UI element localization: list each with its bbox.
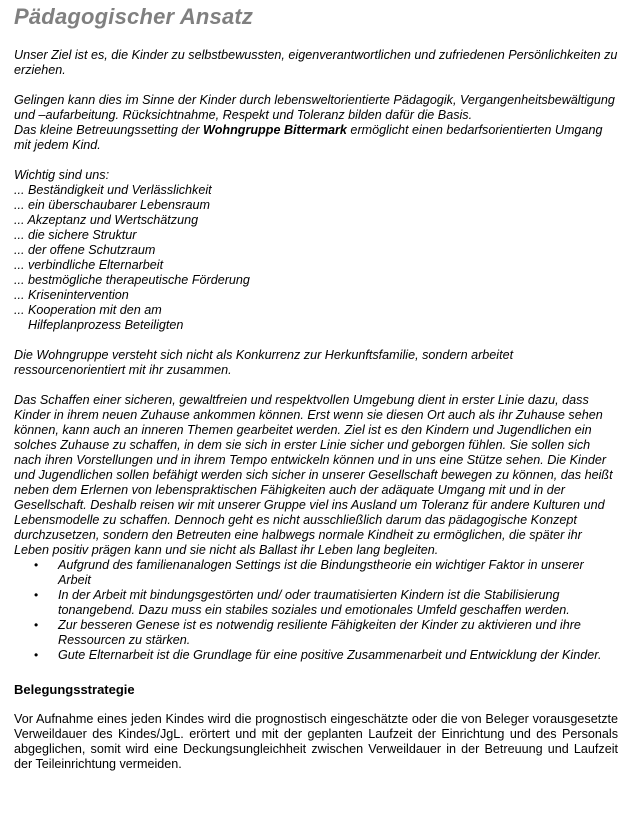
group-name: Wohngruppe Bittermark [203,123,347,137]
list-item: ... Akzeptanz und Wertschätzung [14,213,199,227]
bullet-dot-icon: • [34,618,39,632]
list-item: ... Kooperation mit den am [14,303,162,317]
list-item: ... bestmögliche therapeutische Förderung [14,273,250,287]
environment-paragraph: Das Schaffen einer sicheren, gewaltfreien und respektvollen Umgebung dient in erster Linie dazu, dass Kinder in ihrem neuen Zuhause ankommen können. Erst wenn sie diesen Ort auch als ihr Zuhause sehen können, kann auch an inneren Themen gearbeitet werden. Ziel ist es den Kindern und Jugendlichen ein solches Zuhause zu schaffen, in dem sie sich in erster Linie sicher und geborgen fühlen. Sie sollen sich nach ihren Vorstellungen und in ihrem Tempo entwickeln können und in uns eine Stütze sehen. Die Kinder und Jugendlichen sollen befähigt werden sich sicher in unserer Gesellschaft bewegen zu können, das heißt neben dem Erlernen von lebenspraktischen Fähigkeiten auch der adäquate Umgang mit und in der Gesellschaft. Deshalb reisen wir mit unserer Gruppe viel ins Ausland um Toleranz für andere Kulturen und Lebensmodelle zu schaffen. Dennoch geht es nicht ausschließlich darum das pädagogische Konzept durchzusetzen, sondern den Betreuten eine halbwegs normale Kindheit zu ermöglichen, die später ihr Leben positiv prägen kann und sie nicht als Ballast ihr Leben lang begleiten. [14,393,613,557]
bullet-dot-icon: • [34,558,39,572]
setting-text-end: ermöglicht einen bedarfsorientierten Umgang mit jedem Kind. [14,123,603,152]
approach-paragraph: Gelingen kann dies im Sinne der Kinder durch lebensweltorientierte Pädagogik, Vergangenheitsbewältigung und –aufarbeitung. Rücksichtnahme, Respekt und Toleranz bilden dafür die Basis. [14,93,615,122]
list-item: ... ein überschaubarer Lebensraum [14,198,211,212]
bullet-item [34,588,618,618]
bullet-item [34,648,618,663]
setting-paragraph [14,123,618,153]
list-item-continuation: Hilfeplanprozess Beteiligten [28,318,184,332]
bullet-dot-icon: • [34,588,39,602]
belegungsstrategie-paragraph: Vor Aufnahme eines jeden Kindes wird die prognostisch eingeschätzte oder die von Beleger vorausgesetzte Verweildauer des Kindes/JgL. erörtert und mit der geplanten Laufzeit der Einrichtung und des Personals abgeglichen, somit wird eine Deckungsungleichheit zwischen Verweildauer in der Betreuung und Laufzeit der Teileinrichtung vermeiden. [14,712,618,771]
document-page [14,4,618,772]
bullet-item [34,558,618,588]
values-list [14,183,618,333]
list-heading: Wichtig sind uns: [14,168,110,182]
list-item: ... der offene Schutzraum [14,243,156,257]
family-paragraph: Die Wohngruppe versteht sich nicht als Konkurrenz zur Herkunftsfamilie, sondern arbeitet ressourcenorientiert mit ihr zusammen. [14,348,514,377]
bullet-text: Aufgrund des familienanalogen Settings ist die Bindungstheorie ein wichtiger Faktor in unserer Arbeit [58,558,584,587]
bullet-list [14,558,618,663]
setting-text-start: Das kleine Betreuungssetting der [14,123,204,137]
page-title: Pädagogischer Ansatz [14,4,254,29]
bullet-text: Zur besseren Genese ist es notwendig resiliente Fähigkeiten der Kinder zu aktivieren und ihre Ressourcen zu stärken. [58,618,581,647]
bullet-text: Gute Elternarbeit ist die Grundlage für eine positive Zusammenarbeit und Entwicklung der Kinder. [58,648,602,662]
intro-paragraph: Unser Ziel ist es, die Kinder zu selbstbewussten, eigenverantwortlichen und zufriedenen Persönlichkeiten zu erziehen. [14,48,618,77]
list-item: ... Krisenintervention [14,288,129,302]
list-item: ... die sichere Struktur [14,228,137,242]
list-item: ... verbindliche Elternarbeit [14,258,164,272]
section-heading-belegungsstrategie: Belegungsstrategie [14,682,135,697]
bullet-text: In der Arbeit mit bindungsgestörten und/ oder traumatisierten Kindern ist die Stabilisierung tonangebend. Dazu muss ein stabiles soziales und emotionales Umfeld geschaffen werden. [58,588,570,617]
list-item: ... Beständigkeit und Verlässlichkeit [14,183,212,197]
bullet-dot-icon: • [34,648,39,662]
bullet-item [34,618,618,648]
